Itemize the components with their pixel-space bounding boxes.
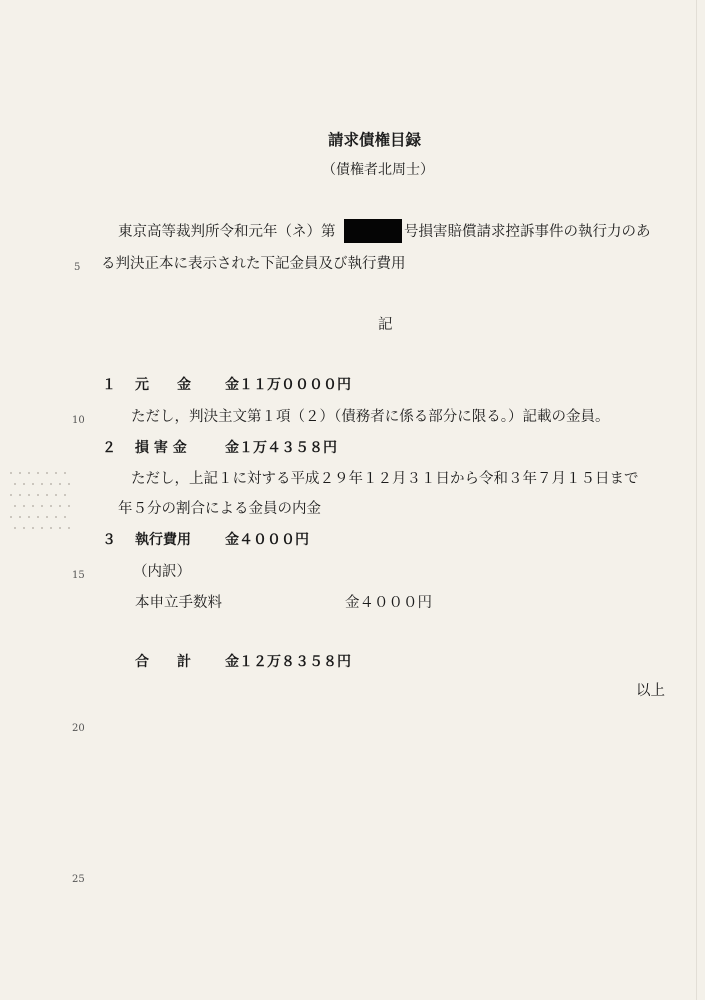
scan-dot [55, 516, 57, 518]
scan-dot [23, 527, 25, 529]
total-label: 合 計 [135, 654, 191, 670]
scan-dot [28, 494, 30, 496]
intro-line-1-before: 東京高等裁判所令和元年（ネ）第 [118, 224, 336, 240]
scan-dot [10, 494, 12, 496]
scan-dot [68, 483, 70, 485]
scan-dot [32, 505, 34, 507]
intro-line-2: る判決正本に表示された下記金員及び執行費用 [101, 256, 406, 272]
closing-text: 以上 [636, 683, 665, 699]
scan-dot [19, 516, 21, 518]
line-number-15: 15 [72, 570, 85, 581]
item-2-amount: 金１万４３５８円 [225, 440, 337, 456]
scan-dot [59, 483, 61, 485]
scan-dot [37, 516, 39, 518]
scan-dot [50, 527, 52, 529]
line-number-20: 20 [72, 723, 85, 734]
scan-dot [23, 505, 25, 507]
scan-dot [55, 472, 57, 474]
item-2-note-line-1: ただし，上記１に対する平成２９年１２月３１日から令和３年７月１５日まで [131, 471, 639, 487]
scan-dot [10, 516, 12, 518]
page-edge-line [696, 0, 697, 1000]
scan-dot [46, 516, 48, 518]
scan-dot [41, 527, 43, 529]
scan-dot [14, 505, 16, 507]
item-1-amount: 金１１万００００円 [225, 377, 351, 393]
redaction-box [344, 219, 402, 243]
scan-dot [41, 505, 43, 507]
scan-dot [46, 494, 48, 496]
scan-dot [50, 505, 52, 507]
scan-dot [59, 505, 61, 507]
scan-dot [68, 527, 70, 529]
scan-dot [37, 472, 39, 474]
scan-dot [32, 527, 34, 529]
item-2-number: ２ [102, 440, 116, 456]
line-number-5: 5 [74, 262, 81, 273]
line-number-10: 10 [72, 415, 85, 426]
scan-dot [64, 494, 66, 496]
scan-dot [14, 483, 16, 485]
line-number-25: 25 [72, 874, 85, 885]
item-1-number: １ [102, 377, 116, 393]
scan-dot [28, 516, 30, 518]
scan-dot [46, 472, 48, 474]
item-3-label: 執行費用 [135, 532, 191, 548]
item-3-fee-label: 本申立手数料 [135, 595, 222, 611]
scan-dot [41, 483, 43, 485]
intro-line-1-after: 号損害賠償請求控訴事件の執行力のあ [404, 224, 651, 240]
scan-dot [10, 472, 12, 474]
item-3-fee-amount: 金４０００円 [345, 595, 432, 611]
item-3-breakdown-label: （内訳） [133, 564, 191, 580]
scan-dot [19, 472, 21, 474]
item-2-note-line-2: 年５分の割合による金員の内金 [118, 501, 321, 517]
scan-dot [64, 516, 66, 518]
scan-dot [32, 483, 34, 485]
scan-dot [28, 472, 30, 474]
scan-dot [14, 527, 16, 529]
scan-dot [64, 472, 66, 474]
scan-dot [68, 505, 70, 507]
item-3-number: ３ [102, 532, 116, 548]
scan-dot [55, 494, 57, 496]
scan-dot [23, 483, 25, 485]
item-2-label: 損 害 金 [135, 440, 187, 456]
ki-heading: 記 [378, 317, 393, 333]
item-1-label: 元 金 [135, 377, 191, 393]
item-3-amount: 金４０００円 [225, 532, 309, 548]
item-1-note: ただし，判決主文第１項（２）（債務者に係る部分に限る。）記載の金員。 [131, 409, 610, 425]
scan-dot [50, 483, 52, 485]
total-amount: 金１２万８３５８円 [225, 654, 351, 670]
document-title: 請求債権目録 [328, 131, 422, 149]
scan-dot [19, 494, 21, 496]
scan-dot [59, 527, 61, 529]
scan-dot [37, 494, 39, 496]
document-subtitle: （債権者北周士） [322, 162, 434, 178]
